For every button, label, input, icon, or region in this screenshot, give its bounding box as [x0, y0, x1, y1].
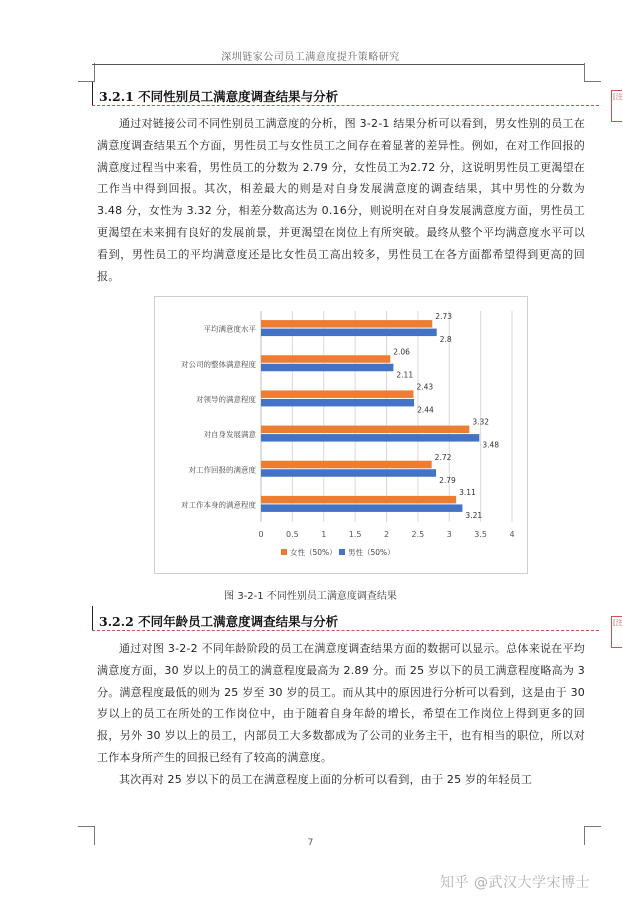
bar-chart-frame	[154, 296, 528, 574]
legend-swatch	[339, 549, 345, 555]
running-header: 深圳链家公司员工满意度提升策略研究	[221, 52, 400, 63]
x-tick-label: 0	[258, 530, 264, 539]
category-label: 对工作回报的满意度	[188, 465, 256, 475]
text-line: 工满意程度略高为 3 分。满意程度最低的则为 25 岁至 30 岁的员工。而从其中的原因进	[97, 663, 585, 699]
bar-female	[261, 461, 432, 469]
category-label: 对公司的整体满意程度	[181, 359, 256, 369]
text-line: 分，则说明在对自身发展满意度方面，男性员工更渴望在未来拥有良好的发展前景，并	[97, 204, 585, 239]
text-line: 的增长，希望在工作岗位上得到更多的回报，另外 30 岁以上的员工，内部员工大多数	[97, 707, 585, 743]
text-line: 高的满意度。	[265, 750, 333, 764]
data-label: 3.21	[465, 510, 483, 520]
comment-marker[interactable]	[611, 616, 622, 648]
section2-text	[97, 638, 585, 769]
legend-swatch	[281, 549, 287, 555]
comment-marker-label: [注	[613, 93, 623, 101]
bar-male	[261, 469, 436, 477]
gender-satisfaction-chart	[155, 297, 527, 573]
heading-marker-bar	[92, 606, 93, 630]
heading-dashed-rule	[92, 105, 599, 106]
header-rule	[92, 64, 584, 65]
data-label: 2.43	[416, 382, 434, 392]
comment-marker-label: [注	[613, 619, 623, 627]
x-tick-label: 0.5	[286, 530, 299, 539]
data-label: 2.11	[396, 370, 414, 380]
section2-text-continued	[97, 769, 585, 791]
text-line: 其次再对 25 岁以下的员工在满意程度上面的分析可以看到，由于 25 岁的年轻员工	[119, 772, 533, 786]
data-label: 3.11	[459, 487, 476, 497]
category-label: 对领导的满意程度	[196, 394, 256, 404]
legend-label: 女性（50%）	[290, 548, 337, 557]
text-line: 度还是比女性员工高出较多，男性员工在各方面都希望得到更高的回报。	[97, 247, 586, 283]
section2-paragraph	[97, 638, 585, 791]
bar-female	[261, 426, 469, 434]
text-line: 都成为了公司的业务主干，也有相当的职位，所以对工作本身所产生的回报已经有了较	[97, 729, 585, 764]
text-line: 更渴望在岗位上有所突破。最终从整个平均满意度水平可以看到，男性员工的平均满意	[97, 225, 586, 261]
text-line: 展满意度的调查结果，其中男性的分数为 3.48 分，女性为 3.32 分，相差分数高达为 0.16	[97, 182, 585, 218]
text-line: 通过对图 3-2-2 不同年龄阶段的员工在满意度调查结果方面的数据可以显示。总体	[119, 642, 529, 655]
text-line: 别的员工在满意度调查结果五个方面，男性员工与女性员工之间存在着显著的差异性。	[97, 117, 586, 152]
heading-marker-bar	[92, 82, 93, 106]
section-heading-gender: 3.2.1 不同性别员工满意度调查结果与分析	[99, 89, 339, 104]
legend-label: 男性（50%）	[348, 548, 395, 557]
heading-dashed-rule	[92, 630, 599, 631]
bar-male	[261, 504, 462, 512]
text-line: 行分析可以看到，这是由于 30 岁以上的员工在所处的工作岗位中，由于随着自身年龄	[97, 685, 585, 721]
watermark: 知乎 @武汉大学宋博士	[440, 875, 590, 891]
section1-text	[97, 113, 585, 287]
x-tick-label: 3.5	[474, 530, 487, 539]
x-tick-label: 1	[321, 530, 327, 539]
x-tick-label: 1.5	[348, 530, 362, 539]
bar-female	[261, 390, 413, 398]
bar-male	[261, 364, 393, 372]
comment-marker[interactable]	[611, 90, 622, 122]
bar-female	[261, 496, 456, 504]
bar-male	[261, 399, 414, 407]
x-tick-label: 4	[509, 530, 515, 539]
data-label: 2.73	[435, 312, 453, 322]
bar-female	[261, 355, 390, 363]
section1-paragraph	[97, 113, 585, 287]
data-label: 3.32	[472, 417, 490, 427]
data-label: 3.48	[482, 440, 500, 450]
x-tick-label: 2.5	[411, 530, 425, 539]
x-tick-label: 3	[446, 530, 452, 539]
category-label: 平均满意度水平	[203, 324, 256, 334]
bar-male	[261, 329, 437, 337]
crop-mark-top-right	[584, 63, 601, 82]
crop-mark-top-left	[78, 63, 95, 82]
bar-female	[261, 320, 432, 328]
data-label: 2.44	[417, 405, 434, 415]
section-heading-age: 3.2.2 不同年龄员工满意度调查结果与分析	[99, 614, 339, 629]
text-line: 2.72 分，这说明男性员工更渴望在工作当中得到回报。其次，相差最大的则是对自身发	[97, 160, 585, 196]
data-label: 2.06	[393, 347, 410, 357]
x-tick-label: 2	[383, 530, 390, 539]
figure-caption: 图 3-2-1 不同性别员工满意度调查结果	[224, 591, 397, 602]
data-label: 2.79	[439, 475, 456, 485]
data-label: 2.8	[439, 335, 452, 345]
data-label: 2.72	[434, 452, 452, 462]
text-line: 例如，在对工作回报的满意度过程当中来看，男性员工的分数为 2.79 分，女性员工为	[97, 138, 585, 174]
bar-male	[261, 434, 479, 442]
page-number: 7	[307, 838, 314, 848]
category-label: 对自身发展满意	[203, 430, 256, 440]
text-line: 来说在平均满意度方面，30 岁以上的员工的满意程度最高为 2.89 分。而 25 岁以下的员	[97, 642, 586, 677]
text-line: 通过对链接公司不同性别员工满意度的分析，图 3-2-1 结果分析可以看到，男女性	[119, 117, 529, 130]
category-label: 对工作本身的满意程度	[181, 500, 256, 510]
